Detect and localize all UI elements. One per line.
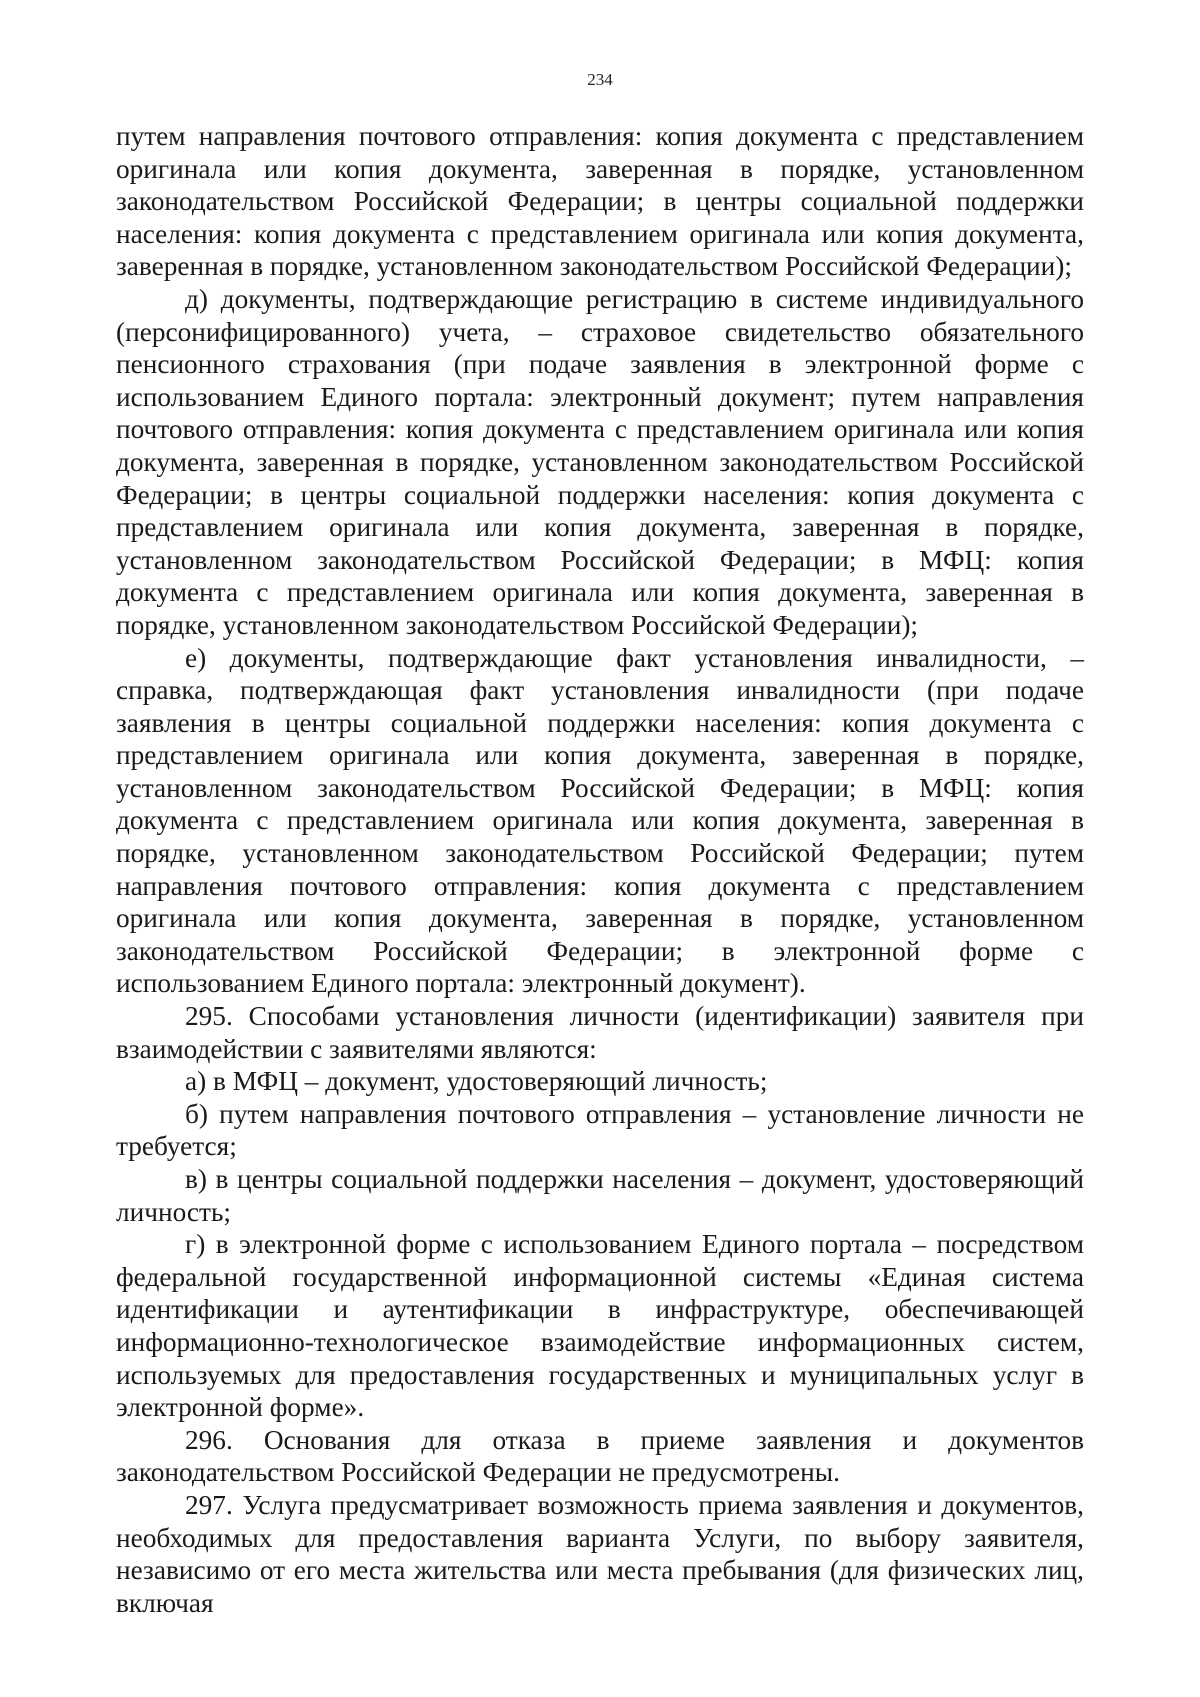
paragraph-295-a: а) в МФЦ – документ, удостоверяющий личность; [185, 1066, 768, 1097]
document-body [116, 120, 1084, 1619]
paragraph-297: 297. Услуга предусматривает возможность приема заявления и документов, необходимых для предоставления варианта Услуги, по выбору заявителя, независимо от его места жительства или места пребывания (для физических лиц, включая [116, 1489, 1084, 1618]
paragraph-295-b: б) путем направления почтового отправления – установление личности не требуется; [116, 1098, 1084, 1162]
paragraph-295: 295. Способами установления личности (идентификации) заявителя при взаимодействии с заявителями являются: [116, 1001, 1084, 1064]
paragraph-295-g: г) в электронной форме с использованием Единого портала – посредством федеральной государственной информационной системы «Единая система идентификации и аутентификации в инфраструктуре, обеспечивающей информационно-технологическое взаимодействие информационных систем, используемых для предоставления государственных и муниципальных услуг в электронной форме». [116, 1229, 1084, 1423]
paragraph-item-e: е) документы, подтверждающие факт установления инвалидности, – справка, подтверждающая факт установления инвалидности (при подаче заявления в центры социальной поддержки населения: копия документа с представлением оригинала или копия документа, заверенная в порядке, установленном законодательством Российской Федерации; в МФЦ: копия документа с представлением оригинала или копия документа, заверенная в порядке, установленном законодательством Российской Федерации; путем направления почтового отправления: копия документа с представлением оригинала или копия документа, заверенная в порядке, установленном законодательством Российской Федерации; в электронной форме с использованием Единого портала: электронный документ). [116, 642, 1084, 999]
page-number: 234 [587, 70, 613, 89]
paragraph-item-d: д) документы, подтверждающие регистрацию в системе индивидуального (персонифицированного) учета, – страховое свидетельство обязательного пенсионного страхования (при подаче заявления в электронной форме с использованием Единого портала: электронный документ; путем направления почтового отправления: копия документа с представлением оригинала или копия документа, заверенная в порядке, установленном законодательством Российской Федерации; в центры социальной поддержки населения: копия документа с представлением оригинала или копия документа, заверенная в порядке, установленном законодательством Российской Федерации; в МФЦ: копия документа с представлением оригинала или копия документа, заверенная в порядке, установленном законодательством Российской Федерации); [116, 283, 1084, 640]
paragraph-continuation: путем направления почтового отправления: копия документа с представлением оригинала или копия документа, заверенная в порядке, установленном законодательством Российской Федерации; в центры социальной поддержки населения: копия документа с представлением оригинала или копия документа, заверенная в порядке, установленном законодательством Российской Федерации); [116, 121, 1084, 282]
paragraph-295-v: в) в центры социальной поддержки населения – документ, удостоверяющий личность; [116, 1164, 1084, 1227]
paragraph-296: 296. Основания для отказа в приеме заявления и документов законодательством Российской Федерации не предусмотрены. [116, 1424, 1084, 1488]
